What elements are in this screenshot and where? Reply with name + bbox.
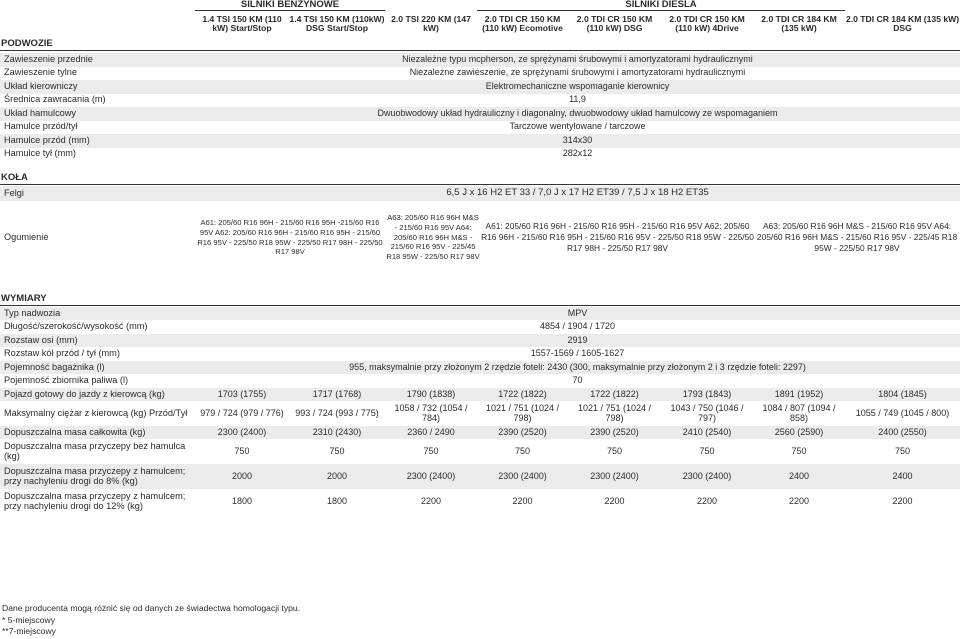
spec-label: Hamulce tył (mm) bbox=[0, 148, 195, 162]
spec-row bbox=[0, 134, 960, 148]
ogumienie-row bbox=[0, 201, 960, 274]
spec-value: 979 / 724 (979 / 776) bbox=[195, 401, 289, 426]
spec-label: Rozstaw osi (mm) bbox=[0, 334, 195, 347]
spec-row bbox=[0, 320, 960, 334]
engine-header bbox=[0, 0, 960, 37]
spec-value: 1058 / 732 (1054 / 784) bbox=[385, 401, 477, 426]
spec-value: 750 bbox=[195, 439, 289, 464]
tires-petrol-1: A61: 205/60 R16 96H - 215/60 R16 95H -215/60 R16 95V A62: 205/60 R16 96H - 215/60 R16 95H - 215/60 R16 95V - 225/50 R18 95W - 225/50 R17 98H - 225/50 R17 98V bbox=[195, 201, 385, 274]
spec-label: Zawieszenie tylne bbox=[0, 67, 195, 81]
spec-value: 750 bbox=[661, 439, 753, 464]
spec-value: 955, maksymalnie przy złożonym 2 rzędzie foteli: 2430 (300, maksymalnie przy złożonym 2 i 3 rzędzie foteli: 2297) bbox=[195, 361, 960, 374]
felgi-row bbox=[0, 186, 960, 201]
spec-row bbox=[0, 107, 960, 121]
spec-value: 4854 / 1904 / 1720 bbox=[195, 320, 960, 334]
spec-value: 2300 (2400) bbox=[568, 464, 661, 489]
spec-value: 70 bbox=[195, 374, 960, 388]
spec-value: 2410 (2540) bbox=[661, 426, 753, 439]
diesel-engines-group: SILNIKI DIESLA bbox=[477, 0, 845, 10]
spec-label: Hamulce przód/tył bbox=[0, 121, 195, 135]
spec-label: Rozstaw kół przód / tył (mm) bbox=[0, 347, 195, 361]
pojazd-row bbox=[0, 388, 960, 401]
felgi-value: 6,5 J x 16 H2 ET 33 / 7,0 J x 17 H2 ET39 / 7,5 J x 18 H2 ET35 bbox=[195, 186, 960, 201]
spec-label: Pojemność bagażnika (l) bbox=[0, 361, 195, 374]
spec-value: 1021 / 751 (1024 / 798) bbox=[568, 401, 661, 426]
spec-label: Dopuszczalna masa przyczepy z hamulcem; przy nachyleniu drogi do 8% (kg) bbox=[0, 464, 195, 489]
engine-col-7: 2.0 TDI CR 184 KM (135 kW) bbox=[761, 14, 837, 34]
spec-label: Zawieszenie przednie bbox=[0, 53, 195, 67]
spec-row bbox=[0, 94, 960, 108]
spec-label: Średnica zawracania (m) bbox=[0, 94, 195, 108]
spec-value: 2200 bbox=[845, 489, 960, 514]
spec-value: 1557-1569 / 1605-1627 bbox=[195, 347, 960, 361]
spec-row bbox=[0, 80, 960, 94]
tires-petrol-2: A63: 205/60 R16 96H M&S - 215/60 R16 95V A64: 205/60 R16 96H M&S - 215/60 R16 95V - 225/45 R18 95W - 225/50 R17 98V bbox=[385, 201, 481, 274]
spec-value: 2200 bbox=[753, 489, 845, 514]
spec-value: 11,9 bbox=[195, 94, 960, 108]
felgi-label: Felgi bbox=[0, 186, 195, 201]
spec-value: 2390 (2520) bbox=[568, 426, 661, 439]
spec-label: Układ hamulcowy bbox=[0, 107, 195, 121]
spec-label: Pojemność zbiornika paliwa (l) bbox=[0, 374, 195, 388]
spec-value: 750 bbox=[753, 439, 845, 464]
spec-value: 1084 / 807 (1094 / 858) bbox=[753, 401, 845, 426]
spec-row bbox=[0, 307, 960, 320]
spec-value: 2000 bbox=[289, 464, 385, 489]
podwozie-table bbox=[0, 53, 960, 161]
spec-value: 1800 bbox=[289, 489, 385, 514]
hamulec8-row bbox=[0, 464, 960, 489]
spec-row bbox=[0, 148, 960, 162]
spec-value: 2200 bbox=[385, 489, 477, 514]
spec-value: 282x12 bbox=[195, 148, 960, 162]
spec-value: 2360 / 2490 bbox=[385, 426, 477, 439]
spec-row bbox=[0, 121, 960, 135]
hamulec12-row bbox=[0, 489, 960, 514]
calkowita-row bbox=[0, 426, 960, 439]
spec-value: 2300 (2400) bbox=[477, 464, 568, 489]
spec-value: 2310 (2430) bbox=[289, 426, 385, 439]
spec-value: 2300 (2400) bbox=[661, 464, 753, 489]
engine-col-6: 2.0 TDI CR 150 KM (110 kW) 4Drive bbox=[669, 14, 745, 34]
spec-value: 1722 (1822) bbox=[568, 388, 661, 401]
spec-label: Układ kierowniczy bbox=[0, 80, 195, 94]
spec-value: 2400 bbox=[753, 464, 845, 489]
spec-label: Hamulce przód (mm) bbox=[0, 134, 195, 148]
section-wymiary: WYMIARY bbox=[0, 293, 960, 306]
spec-value: 1804 (1845) bbox=[845, 388, 960, 401]
engine-col-2: 1.4 TSI 150 KM (110kW) DSG Start/Stop bbox=[289, 14, 385, 34]
spec-row bbox=[0, 347, 960, 361]
spec-value: Elektromechaniczne wspomaganie kierownicy bbox=[195, 80, 960, 94]
spec-value: 1722 (1822) bbox=[477, 388, 568, 401]
spec-value: MPV bbox=[195, 307, 960, 320]
spec-value: Niezależne typu mcpherson, ze sprężynami śrubowymi i amortyzatorami hydraulicznymi bbox=[195, 53, 960, 67]
spec-value: 2300 (2400) bbox=[195, 426, 289, 439]
spec-value: Dwuobwodowy układ hydrauliczny i diagonalny, dwuobwodowy układ hamulcowy ze wspomaganiem bbox=[195, 107, 960, 121]
spec-value: 750 bbox=[568, 439, 661, 464]
section-podwozie: PODWOZIE bbox=[0, 38, 960, 51]
spec-value: 2400 bbox=[845, 464, 960, 489]
spec-value: 1793 (1843) bbox=[661, 388, 753, 401]
wymiary-table bbox=[0, 307, 960, 514]
ciezar-row bbox=[0, 401, 960, 426]
spec-label: Długość/szerokość/wysokość (mm) bbox=[0, 320, 195, 334]
spec-value: 2919 bbox=[195, 334, 960, 347]
footer-7-seat: **7-miejscowy bbox=[2, 626, 56, 636]
spec-value: 1790 (1838) bbox=[385, 388, 477, 401]
spec-value: 2200 bbox=[661, 489, 753, 514]
kola-table bbox=[0, 186, 960, 274]
spec-row bbox=[0, 374, 960, 388]
spec-value: Tarczowe wentylowane / tarczowe bbox=[195, 121, 960, 135]
footer-note: Dane producenta mogą różnić się od danych ze świadectwa homologacji typu. bbox=[2, 603, 301, 613]
footer-5-seat: * 5-miejscowy bbox=[2, 615, 56, 625]
spec-row bbox=[0, 67, 960, 81]
spec-row bbox=[0, 53, 960, 67]
spec-label: Typ nadwozia bbox=[0, 307, 195, 320]
spec-value: 750 bbox=[477, 439, 568, 464]
bez-hamulca-row bbox=[0, 439, 960, 464]
petrol-engines-group: SILNIKI BENZYNOWE bbox=[195, 0, 385, 10]
section-kola: KOŁA bbox=[0, 172, 960, 185]
tires-diesel-2: A63: 205/60 R16 96H M&S - 215/60 R16 95V A64: 205/60 R16 96H M&S - 215/60 R16 95V - 225/45 R18 95W - 225/50 R17 98V bbox=[754, 201, 960, 274]
spec-label: Maksymalny ciężar z kierowcą (kg) Przód/Tył bbox=[0, 401, 195, 426]
ogumienie-label: Ogumienie bbox=[0, 201, 195, 274]
spec-value: 2560 (2590) bbox=[753, 426, 845, 439]
spec-value: 1703 (1755) bbox=[195, 388, 289, 401]
spec-value: 1043 / 750 (1046 / 797) bbox=[661, 401, 753, 426]
spec-value: 750 bbox=[289, 439, 385, 464]
spec-value: 993 / 724 (993 / 775) bbox=[289, 401, 385, 426]
spec-value: 1021 / 751 (1024 / 798) bbox=[477, 401, 568, 426]
spec-value: 750 bbox=[385, 439, 477, 464]
spec-value: 314x30 bbox=[195, 134, 960, 148]
spec-value: 2400 (2550) bbox=[845, 426, 960, 439]
spec-value: 1891 (1952) bbox=[753, 388, 845, 401]
spec-value: 2000 bbox=[195, 464, 289, 489]
engine-col-4: 2.0 TDI CR 150 KM (110 kW) Ecomotive bbox=[482, 14, 563, 34]
spec-value: 2200 bbox=[568, 489, 661, 514]
engine-col-1: 1.4 TSI 150 KM (110 kW) Start/Stop bbox=[202, 14, 282, 34]
spec-label: Dopuszczalna masa przyczepy bez hamulca (kg) bbox=[0, 439, 195, 464]
spec-value: 2390 (2520) bbox=[477, 426, 568, 439]
spec-value: 1800 bbox=[195, 489, 289, 514]
spec-row bbox=[0, 334, 960, 347]
tires-diesel-1: A61: 205/60 R16 96H - 215/60 R16 95H - 215/60 R16 95V A62: 205/60 R16 96H - 215/60 R16 95H - 215/60 R16 95V - 225/50 R18 95W - 225/50 R17 98H - 225/50 R17 98V bbox=[481, 201, 754, 274]
spec-label: Dopuszczalna masa przyczepy z hamulcem; przy nachyleniu drogi do 12% (kg) bbox=[0, 489, 195, 514]
spec-row bbox=[0, 361, 960, 374]
spec-value: Niezależne zawieszenie, ze sprężynami śrubowymi i amortyzatorami hydraulicznymi bbox=[195, 67, 960, 81]
spec-value: 2300 (2400) bbox=[385, 464, 477, 489]
engine-col-8: 2.0 TDI CR 184 KM (135 kW) DSG bbox=[845, 13, 960, 33]
engine-col-3: 2.0 TSI 220 KM (147 kW) bbox=[391, 13, 471, 33]
spec-value: 750 bbox=[845, 439, 960, 464]
spec-value: 2200 bbox=[477, 489, 568, 514]
engine-col-5: 2.0 TDI CR 150 KM (110 kW) DSG bbox=[576, 14, 653, 34]
spec-value: 1717 (1768) bbox=[289, 388, 385, 401]
spec-label: Pojazd gotowy do jazdy z kierowcą (kg) bbox=[0, 388, 195, 401]
spec-label: Dopuszczalna masa całkowita (kg) bbox=[0, 426, 195, 439]
spec-value: 1055 / 749 (1045 / 800) bbox=[845, 401, 960, 426]
